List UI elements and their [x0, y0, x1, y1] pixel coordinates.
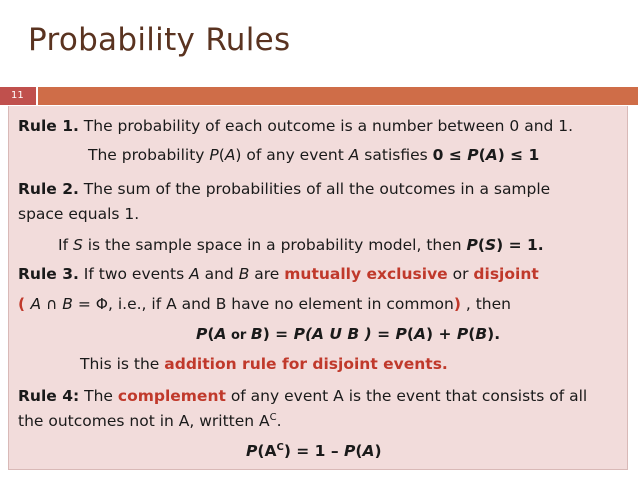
rule-1-formula-line [88, 145, 539, 165]
text: C [276, 442, 284, 453]
text: ( [18, 295, 31, 313]
text: B [62, 295, 73, 313]
text: P [344, 442, 356, 460]
text: P [209, 146, 219, 164]
text: P [395, 325, 407, 343]
text: ( [218, 146, 225, 164]
text: ( [207, 325, 215, 343]
text: A [214, 325, 227, 343]
text: P [466, 236, 478, 254]
rule-2-formula [467, 236, 544, 254]
disjoint-term: disjoint [473, 265, 539, 283]
text: ) + [425, 325, 457, 343]
addition-rule-formula [196, 324, 500, 346]
rule-3-definition-line [18, 294, 511, 314]
text: B [238, 265, 250, 283]
text: B [475, 325, 488, 343]
text: P [467, 146, 479, 164]
text: and [199, 265, 239, 283]
rule-2-formula-line [58, 235, 544, 255]
text: P [196, 325, 208, 343]
text: P [246, 442, 258, 460]
rule-3-label: Rule 3. [18, 265, 79, 283]
text: ( [406, 325, 414, 343]
text: B [250, 325, 263, 343]
text: P [293, 325, 305, 343]
text: ) of any event [235, 146, 349, 164]
text: ∩ [41, 295, 63, 313]
text: This is the [80, 355, 165, 373]
text: A [413, 325, 426, 343]
text: ) = 1 – [283, 442, 345, 460]
text: A [362, 442, 375, 460]
text: (A [257, 442, 277, 460]
text: ) = 1. [496, 236, 544, 254]
text: ) [374, 442, 382, 460]
text: ( [355, 442, 363, 460]
rule-4-continuation [18, 411, 282, 431]
text: , then [460, 295, 511, 313]
rule-4-label: Rule 4: [18, 387, 80, 405]
text: A [224, 146, 236, 164]
text: the outcomes not in A, written A [18, 412, 270, 430]
rule-1-line [18, 116, 573, 136]
text: A [30, 295, 42, 313]
text: (A U B ) = [304, 325, 396, 343]
text: is the sample space in a probability model, then [82, 236, 467, 254]
text: A [348, 146, 360, 164]
text: ( [478, 146, 486, 164]
text: = Φ [72, 295, 108, 313]
text: A [485, 146, 498, 164]
text: A [189, 265, 200, 283]
text: or [226, 328, 251, 343]
text: of any event A is the event that consists of all [225, 387, 588, 405]
rule-2-text: The sum of the probabilities of all the outcomes in a sample [78, 180, 551, 198]
complement-formula [246, 441, 382, 461]
text: If two events [78, 265, 190, 283]
rule-3-line [18, 264, 539, 284]
addition-rule-term: addition rule for disjoint events. [164, 355, 448, 373]
text: 0 ≤ [432, 146, 468, 164]
mutually-exclusive-term: mutually exclusive [284, 265, 448, 283]
text: satisfies [359, 146, 433, 164]
page-title: Probability Rules [28, 22, 291, 58]
text: ( [468, 325, 476, 343]
text: If [58, 236, 73, 254]
text: ) ≤ 1 [497, 146, 540, 164]
text: S [484, 236, 497, 254]
complement-term: complement [117, 387, 226, 405]
text: C [269, 412, 277, 423]
addition-rule-line [80, 354, 448, 374]
text: The [79, 387, 118, 405]
rule-2-line [18, 179, 550, 199]
rule-2-label: Rule 2. [18, 180, 79, 198]
text: are [249, 265, 285, 283]
text: ). [487, 325, 501, 343]
text: ) [453, 295, 461, 313]
text: The probability [88, 146, 210, 164]
text: S [72, 236, 83, 254]
text: P [456, 325, 469, 343]
rule-1-inequality [433, 146, 540, 164]
rule-4-line [18, 386, 587, 406]
text: , i.e., if A and B have no element in common [107, 295, 454, 313]
rule-2-continuation: space equals 1. [18, 205, 140, 223]
text: ( [477, 236, 485, 254]
rule-1-text: The probability of each outcome is a number between 0 and 1. [78, 117, 574, 135]
slide-number: 11 [0, 87, 36, 105]
text: ) = [262, 325, 294, 343]
header-divider-bar [38, 87, 638, 105]
text: or [447, 265, 474, 283]
text: . [276, 412, 282, 430]
rule-1-label: Rule 1. [18, 117, 79, 135]
